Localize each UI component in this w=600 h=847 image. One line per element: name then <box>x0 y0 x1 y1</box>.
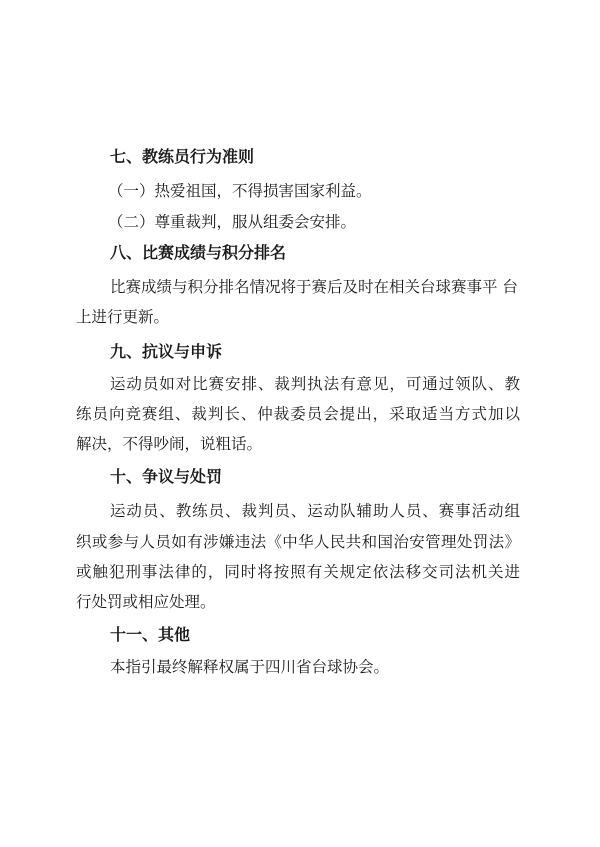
section-9-heading: 九、抗议与申诉 <box>110 342 223 361</box>
section-11-line-1: 本指引最终解释权属于四川省台球协会。 <box>110 658 390 676</box>
section-10-line-3: 或触犯刑事法律的，同时将按照有关规定依法移交司法机关进 <box>76 563 520 581</box>
section-10-line-4: 行处罚或相应处理。 <box>76 593 216 611</box>
section-7-item-1: （一）热爱祖国，不得损害国家利益。 <box>108 182 372 200</box>
section-9-line-1: 运动员如对比赛安排、裁判执法有意见，可通过领队、教 <box>110 375 520 393</box>
section-10-line-1: 运动员、教练员、裁判员、运动队辅助人员、赛事活动组 <box>110 502 520 520</box>
section-10-heading: 十、争议与处罚 <box>110 467 223 486</box>
section-7-heading: 七、教练员行为准则 <box>110 147 255 166</box>
section-7-item-2: （二）尊重裁判，服从组委会安排。 <box>108 213 357 231</box>
section-8-line-2: 上进行更新。 <box>76 308 170 326</box>
section-8-line-1: 比赛成绩与积分排名情况将于赛后及时在相关台球赛事平 台 <box>110 278 518 296</box>
section-9-line-2: 练员向竞赛组、裁判长、仲裁委员会提出，采取适当方式加以 <box>76 405 520 423</box>
section-9-line-3: 解决，不得吵闹，说粗话。 <box>76 435 263 453</box>
section-8-heading: 八、比赛成绩与积分排名 <box>110 243 287 262</box>
section-10-line-2: 织或参与人员如有涉嫌违法《中华人民共和国治安管理处罚法》 <box>76 533 520 551</box>
section-11-heading: 十一、其他 <box>110 625 191 644</box>
